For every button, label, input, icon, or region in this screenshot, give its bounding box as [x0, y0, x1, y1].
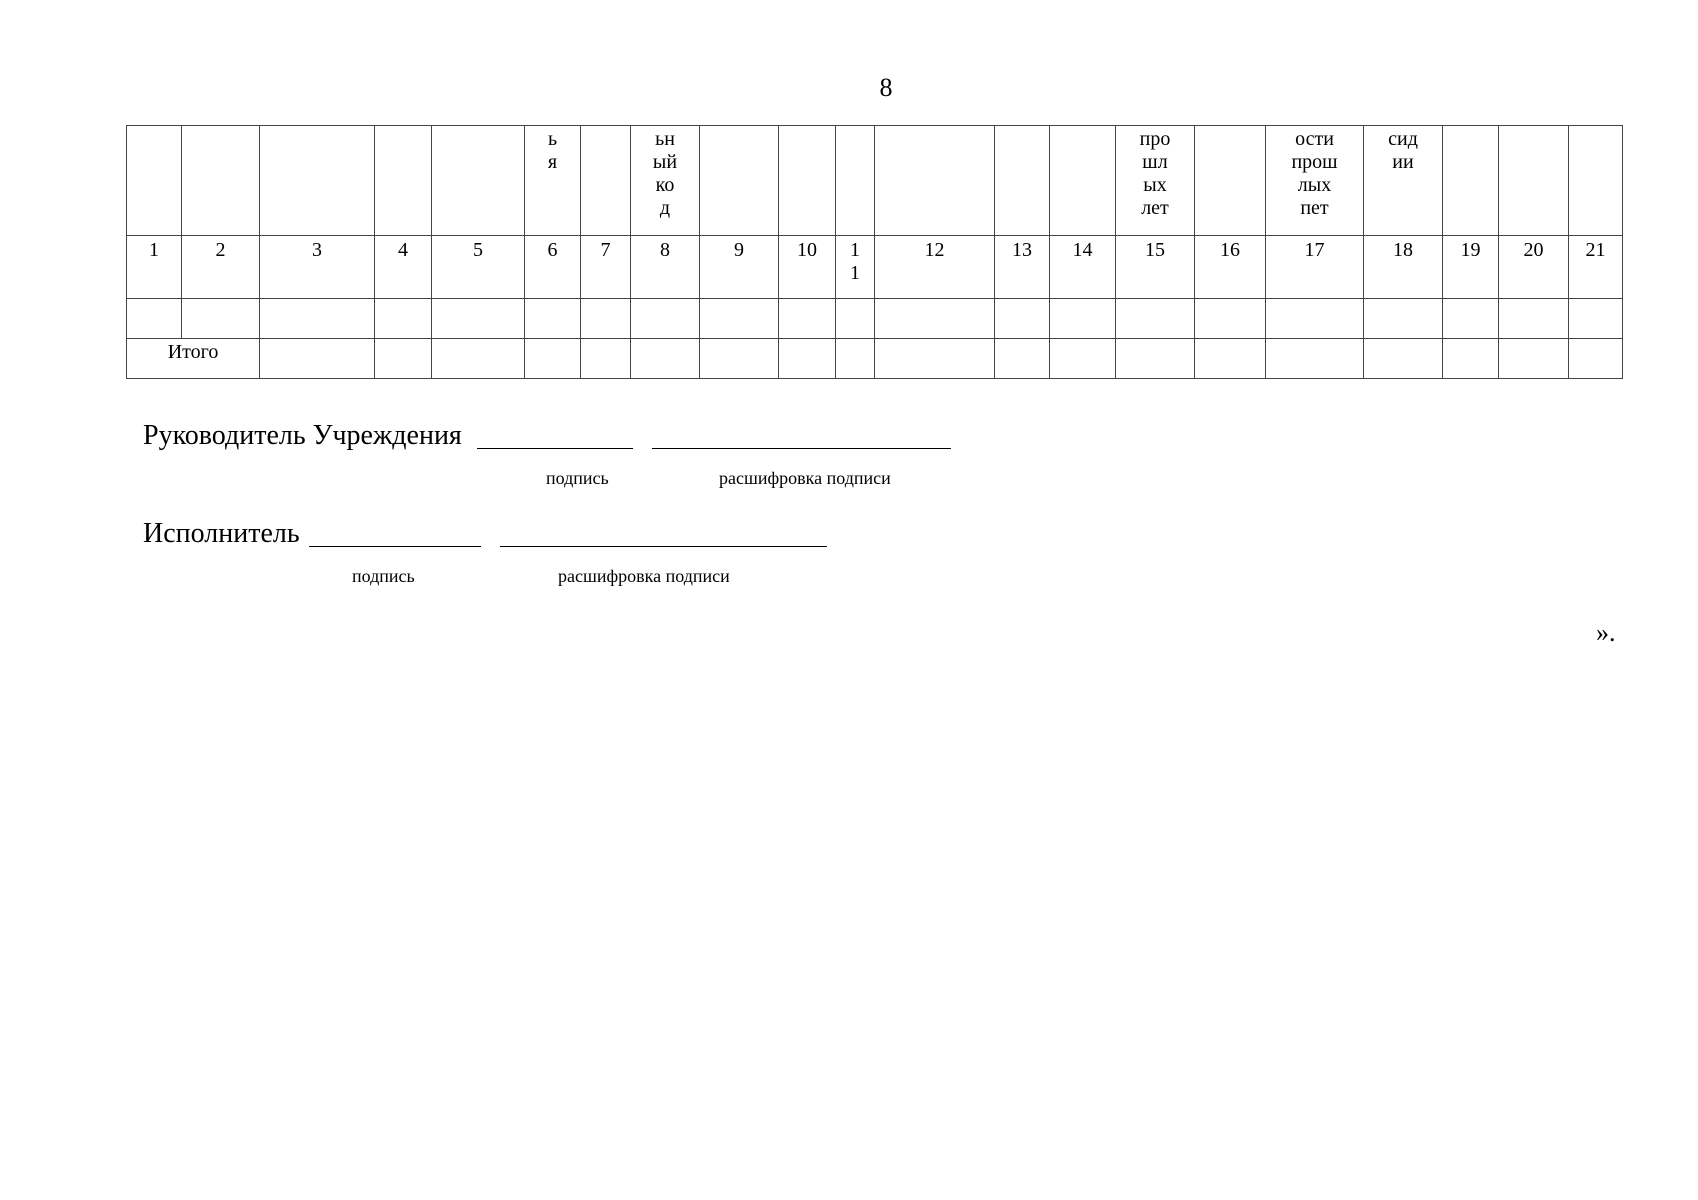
total-cell[interactable]: [1266, 339, 1364, 379]
report-table: [126, 125, 1623, 379]
column-number-cell: 21: [1569, 236, 1623, 299]
total-cell[interactable]: [995, 339, 1050, 379]
column-number-cell: 2: [182, 236, 260, 299]
executor-signature-field[interactable]: [309, 546, 481, 547]
header-cell: [375, 126, 432, 236]
total-cell[interactable]: [525, 339, 581, 379]
data-cell[interactable]: [1195, 299, 1266, 339]
data-cell[interactable]: [525, 299, 581, 339]
data-cell[interactable]: [1443, 299, 1499, 339]
data-cell[interactable]: [1050, 299, 1116, 339]
header-cell: ь я: [525, 126, 581, 236]
data-cell[interactable]: [127, 299, 182, 339]
column-number-cell: 6: [525, 236, 581, 299]
column-number-cell: 13: [995, 236, 1050, 299]
data-cell[interactable]: [779, 299, 836, 339]
total-cell[interactable]: [581, 339, 631, 379]
column-number-cell: 12: [875, 236, 995, 299]
header-cell: [581, 126, 631, 236]
data-cell[interactable]: [432, 299, 525, 339]
header-cell: про шл ых лет: [1116, 126, 1195, 236]
total-cell[interactable]: [631, 339, 700, 379]
column-number-row: [127, 236, 1623, 299]
data-cell[interactable]: [260, 299, 375, 339]
table-row: [127, 299, 1623, 339]
total-cell[interactable]: [432, 339, 525, 379]
data-cell[interactable]: [836, 299, 875, 339]
head-signature-label: Руководитель Учреждения: [143, 420, 462, 451]
head-signature-caption: подпись: [546, 468, 609, 488]
executor-decoding-field[interactable]: [500, 546, 827, 547]
data-cell[interactable]: [375, 299, 432, 339]
total-cell[interactable]: [1364, 339, 1443, 379]
total-cell[interactable]: [1569, 339, 1623, 379]
column-number-cell: 16: [1195, 236, 1266, 299]
total-cell[interactable]: [1499, 339, 1569, 379]
column-number-cell: 1: [127, 236, 182, 299]
column-number-cell: 19: [1443, 236, 1499, 299]
data-cell[interactable]: [1266, 299, 1364, 339]
data-cell[interactable]: [1569, 299, 1623, 339]
data-cell[interactable]: [1116, 299, 1195, 339]
total-cell[interactable]: [836, 339, 875, 379]
total-label: Итого: [127, 339, 260, 379]
column-number-cell: 8: [631, 236, 700, 299]
data-cell[interactable]: [700, 299, 779, 339]
header-cell: [127, 126, 182, 236]
header-cell: [779, 126, 836, 236]
head-decoding-caption: расшифровка подписи: [719, 468, 891, 488]
executor-decoding-caption: расшифровка подписи: [558, 566, 730, 586]
total-cell[interactable]: [1443, 339, 1499, 379]
head-decoding-field[interactable]: [652, 448, 951, 449]
total-cell[interactable]: [1116, 339, 1195, 379]
header-cell: [1569, 126, 1623, 236]
total-cell[interactable]: [375, 339, 432, 379]
data-cell[interactable]: [875, 299, 995, 339]
header-cell: [1050, 126, 1116, 236]
header-cell: ости прош лых пет: [1266, 126, 1364, 236]
column-number-cell: 20: [1499, 236, 1569, 299]
total-cell[interactable]: [700, 339, 779, 379]
header-cell: [875, 126, 995, 236]
total-cell[interactable]: [875, 339, 995, 379]
data-cell[interactable]: [1364, 299, 1443, 339]
column-number-cell: 14: [1050, 236, 1116, 299]
total-cell[interactable]: [260, 339, 375, 379]
data-cell[interactable]: [631, 299, 700, 339]
table-header-row: [127, 126, 1623, 236]
page-number: 8: [879, 73, 893, 102]
header-cell: [1195, 126, 1266, 236]
column-number-cell: 4: [375, 236, 432, 299]
total-row: [127, 339, 1623, 379]
column-number-cell: 5: [432, 236, 525, 299]
data-cell[interactable]: [1499, 299, 1569, 339]
column-number-cell: 17: [1266, 236, 1364, 299]
header-cell: [1443, 126, 1499, 236]
data-cell[interactable]: [995, 299, 1050, 339]
total-cell[interactable]: [779, 339, 836, 379]
column-number-cell: 18: [1364, 236, 1443, 299]
closing-quote: ».: [1596, 618, 1616, 647]
executor-signature-label: Исполнитель: [143, 518, 300, 549]
head-signature-field[interactable]: [477, 448, 633, 449]
executor-signature-caption: подпись: [352, 566, 415, 586]
header-cell: [700, 126, 779, 236]
column-number-cell: 15: [1116, 236, 1195, 299]
header-cell: [1499, 126, 1569, 236]
header-cell: [182, 126, 260, 236]
column-number-cell: 10: [779, 236, 836, 299]
total-cell[interactable]: [1195, 339, 1266, 379]
column-number-cell: 9: [700, 236, 779, 299]
column-number-cell: 7: [581, 236, 631, 299]
data-cell[interactable]: [581, 299, 631, 339]
column-number-cell: 3: [260, 236, 375, 299]
header-cell: ьн ый ко д: [631, 126, 700, 236]
header-cell: [836, 126, 875, 236]
column-number-cell: 1 1: [836, 236, 875, 299]
header-cell: [260, 126, 375, 236]
total-cell[interactable]: [1050, 339, 1116, 379]
header-cell: [995, 126, 1050, 236]
header-cell: [432, 126, 525, 236]
header-cell: сид ии: [1364, 126, 1443, 236]
data-cell[interactable]: [182, 299, 260, 339]
